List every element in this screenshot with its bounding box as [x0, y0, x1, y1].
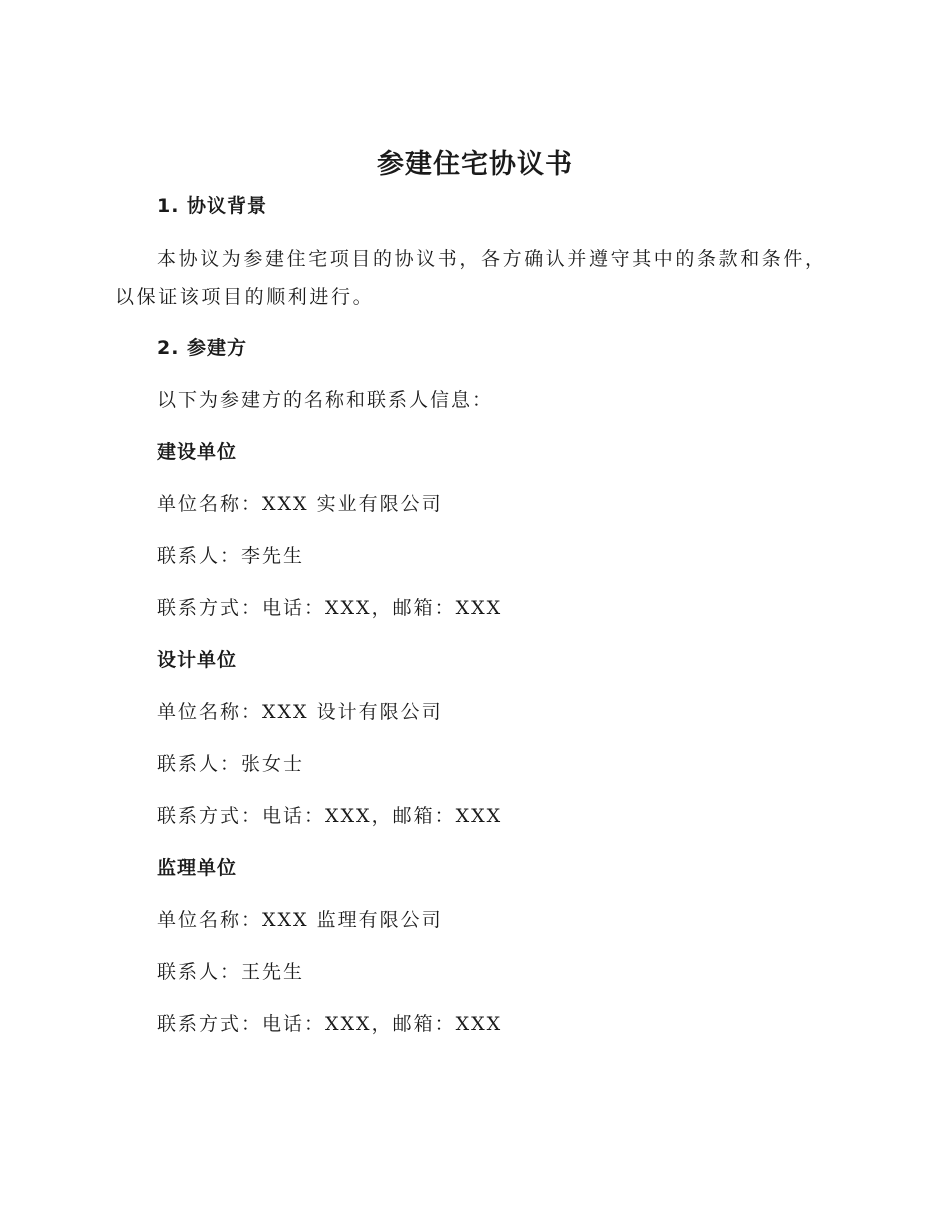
unit-contact-construction: 联系人：李先生	[157, 545, 305, 567]
background-paragraph: 本协议为参建住宅项目的协议书，各方确认并遵守其中的条款和条件，以保证该项目的顺利进行。	[115, 248, 827, 308]
unit-method-supervision: 联系方式：电话：XXX，邮箱：XXX	[157, 1013, 503, 1035]
unit-name-design: 单位名称：XXX 设计有限公司	[157, 701, 443, 723]
unit-contact-supervision: 联系人：王先生	[157, 961, 305, 983]
section-heading-parties: 2. 参建方	[157, 337, 248, 359]
document-body	[115, 188, 835, 1058]
unit-method-design: 联系方式：电话：XXX，邮箱：XXX	[157, 805, 503, 827]
unit-method-construction: 联系方式：电话：XXX，邮箱：XXX	[157, 597, 503, 619]
unit-heading-design: 设计单位	[157, 649, 238, 671]
unit-name-supervision: 单位名称：XXX 监理有限公司	[157, 909, 443, 931]
parties-intro: 以下为参建方的名称和联系人信息：	[157, 389, 494, 411]
section-heading-background: 1. 协议背景	[157, 195, 268, 217]
unit-contact-design: 联系人：张女士	[157, 753, 305, 775]
unit-name-construction: 单位名称：XXX 实业有限公司	[157, 493, 443, 515]
unit-heading-construction: 建设单位	[157, 441, 238, 463]
document-title: 参建住宅协议书	[377, 149, 573, 180]
unit-heading-supervision: 监理单位	[157, 857, 238, 879]
